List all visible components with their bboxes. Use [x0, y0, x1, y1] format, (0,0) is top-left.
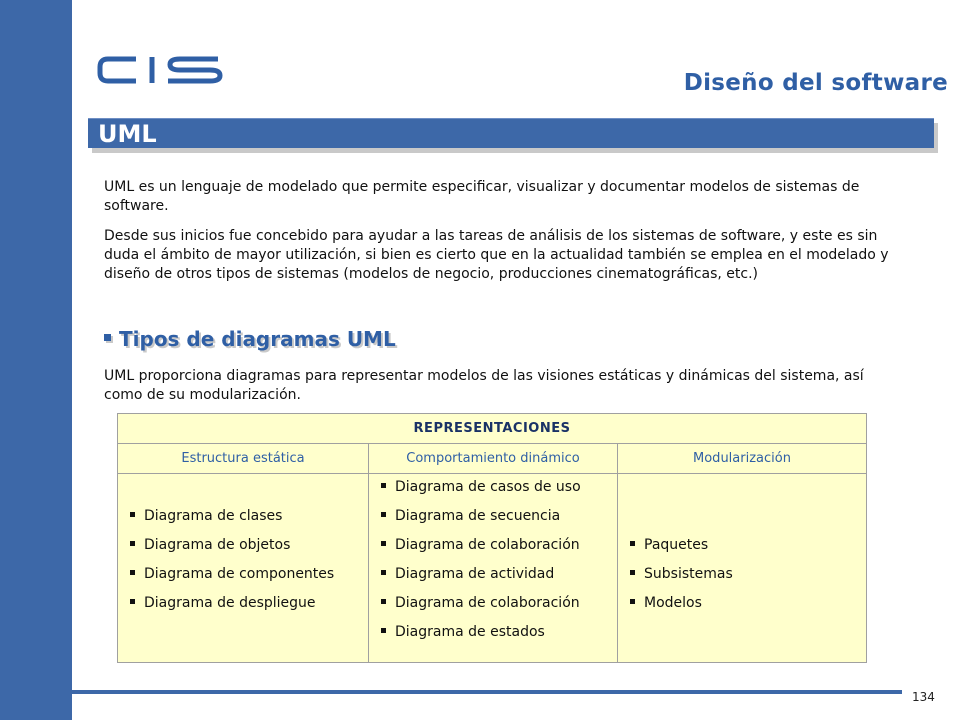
list-item: Diagrama de estados	[381, 623, 545, 641]
bullet-icon	[630, 570, 635, 575]
list-item: Diagrama de casos de uso	[381, 478, 581, 496]
bullet-icon	[381, 628, 386, 633]
footer-line	[72, 690, 902, 694]
bullet-icon	[130, 570, 135, 575]
bullet-icon	[381, 599, 386, 604]
bullet-icon	[130, 512, 135, 517]
bullet-icon	[381, 483, 386, 488]
bullet-icon	[381, 541, 386, 546]
list-item: Diagrama de objetos	[130, 536, 290, 554]
column-header-static: Estructura estática	[181, 451, 305, 466]
bullet-icon	[381, 570, 386, 575]
bullet-icon	[630, 599, 635, 604]
bullet-icon	[381, 512, 386, 517]
representations-table	[117, 413, 867, 663]
history-paragraph: Desde sus inicios fue concebido para ayudar a las tareas de análisis de los sistemas de software, y este es sin duda el ámbito de mayor utilización, si bien es cierto que en la actualidad también se emplea en el modelado y diseño de otros tipos de sistemas (modelos de negocio, producciones cinematográficas, etc.)	[104, 228, 889, 282]
banner-title: UML	[98, 120, 157, 148]
subheading-text: Tipos de diagramas UML	[119, 327, 396, 351]
left-accent-bar	[0, 0, 72, 720]
list-item: Diagrama de clases	[130, 507, 282, 525]
column-dynamic	[368, 474, 617, 662]
diagrams-paragraph: UML proporciona diagramas para representar modelos de las visiones estáticas y dinámicas del sistema, así como de su modularización.	[104, 368, 864, 403]
column-modular	[617, 474, 866, 662]
banner	[88, 118, 934, 148]
list-item: Subsistemas	[630, 565, 733, 583]
bullet-icon	[130, 599, 135, 604]
list-item: Diagrama de colaboración	[381, 536, 580, 554]
bullet-icon	[130, 541, 135, 546]
bullet-icon	[630, 541, 635, 546]
subheading	[104, 327, 396, 351]
list-item: Diagrama de componentes	[130, 565, 334, 583]
column-header-row	[118, 444, 866, 474]
list-item: Diagrama de despliegue	[130, 594, 316, 612]
column-static	[118, 474, 368, 662]
list-item: Diagrama de colaboración	[381, 594, 580, 612]
column-header-dynamic: Comportamiento dinámico	[368, 444, 617, 473]
section-title: Diseño del software	[683, 70, 948, 96]
list-item: Modelos	[630, 594, 702, 612]
list-item: Paquetes	[630, 536, 708, 554]
page-number: 134	[912, 690, 935, 704]
square-bullet-icon	[104, 334, 111, 341]
list-item: Diagrama de actividad	[381, 565, 554, 583]
cis-logo	[94, 52, 226, 88]
table-header: REPRESENTACIONES	[118, 414, 866, 444]
column-header-modular: Modularización	[617, 444, 866, 473]
intro-paragraph: UML es un lenguaje de modelado que permite especificar, visualizar y documentar modelos de sistemas de software.	[104, 179, 860, 214]
list-item: Diagrama de secuencia	[381, 507, 560, 525]
